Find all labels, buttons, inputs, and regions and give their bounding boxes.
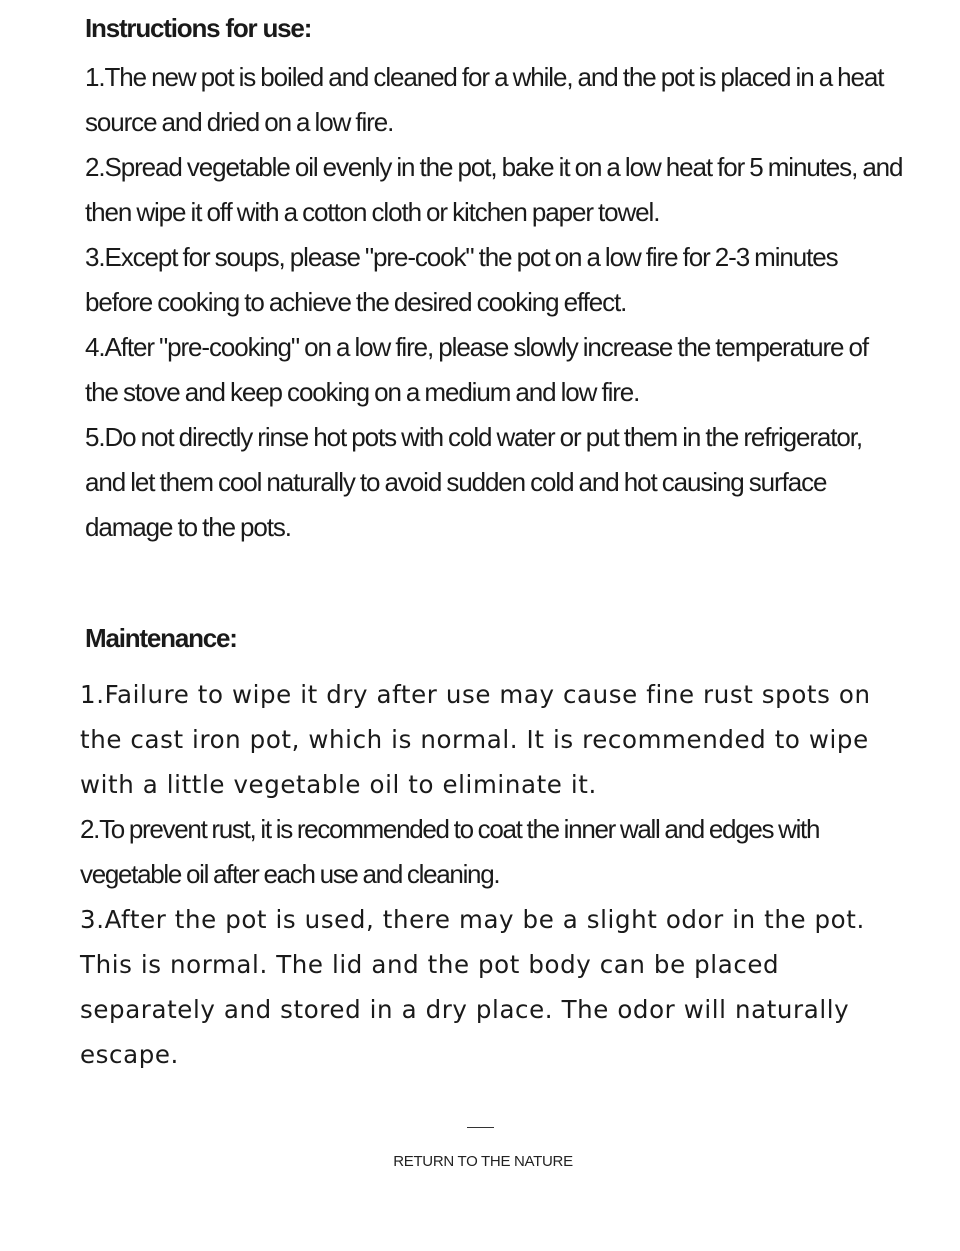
maintenance-item-1: 1.Failure to wipe it dry after use may cause fine rust spots on the cast iron pot, which is normal. It is recommended to wipe with a little vegetable oil to eliminate it. [80,680,871,799]
usage-heading: Instructions for use: [85,13,312,43]
footer-divider [467,1127,494,1128]
usage-step-5: 5.Do not directly rinse hot pots with cold water or put them in the refrigerator, and let them cool naturally to avoid sudden cold and hot causing surface damage to the pots. [85,422,862,542]
footer-tagline: RETURN TO THE NATURE [393,1153,573,1170]
usage-step-4: 4.After "pre-cooking" on a low fire, please slowly increase the temperature of the stove and keep cooking on a medium and low fire. [85,332,868,407]
maintenance-list [80,672,880,1077]
maintenance-item-3: 3.After the pot is used, there may be a slight odor in the pot. This is normal. The lid and the pot body can be placed separately and stored in a dry place. The odor will naturally escape. [80,905,865,1069]
maintenance-heading: Maintenance: [85,623,237,653]
usage-step-1: 1.The new pot is boiled and cleaned for a while, and the pot is placed in a heat source and dried on a low fire. [85,62,884,137]
usage-instructions-list [85,55,905,550]
maintenance-item-2: 2.To prevent rust, it is recommended to coat the inner wall and edges with vegetable oil after each use and cleaning. [80,814,820,889]
usage-step-2: 2.Spread vegetable oil evenly in the pot, bake it on a low heat for 5 minutes, and then wipe it off with a cotton cloth or kitchen paper towel. [85,152,903,227]
usage-step-3: 3.Except for soups, please "pre-cook" the pot on a low fire for 2-3 minutes before cooking to achieve the desired cooking effect. [85,242,838,317]
